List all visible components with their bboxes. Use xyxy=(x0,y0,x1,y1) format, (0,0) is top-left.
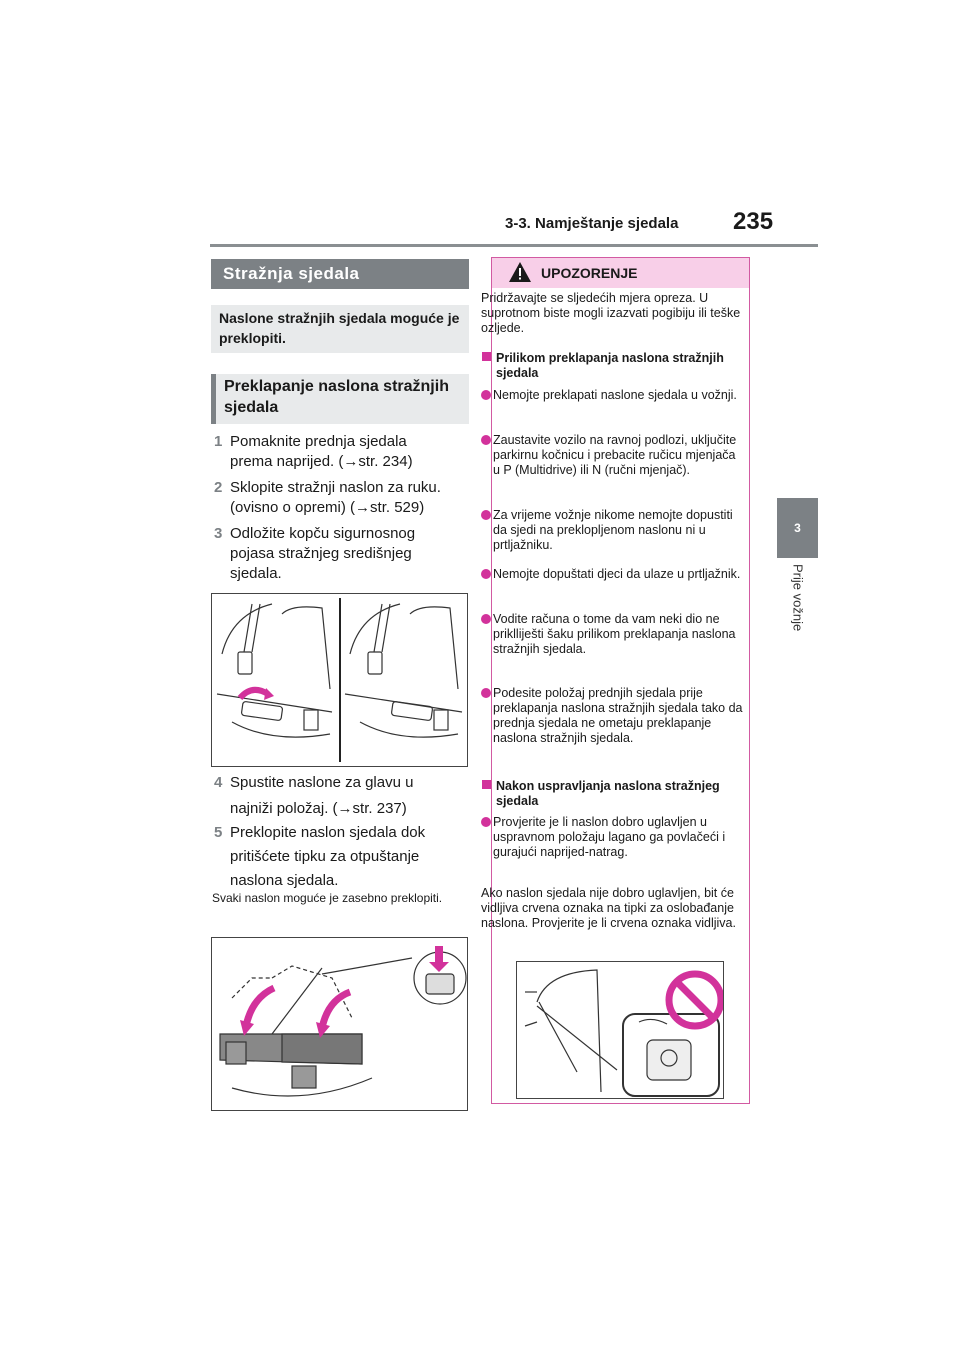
warning-heading-1: Prilikom preklapanja naslona stražnjih sjedala xyxy=(482,351,744,381)
bullet-dot-icon xyxy=(481,815,493,827)
warning-triangle-icon xyxy=(508,261,532,288)
page-number: 235 xyxy=(733,208,774,235)
bullet-dot-icon xyxy=(481,508,493,520)
step-line: naslona sjedala. xyxy=(230,872,339,889)
chapter-label: Prije vožnje xyxy=(790,564,806,632)
seatbelt-buckle-drawing xyxy=(212,594,467,766)
step-number: 4 xyxy=(214,774,223,791)
chapter-number: 3 xyxy=(794,521,801,535)
step-line: prema naprijed. (→str. 234) xyxy=(230,453,413,470)
warning-bullet: Nemojte preklapati naslone sjedala u vožnji. xyxy=(481,388,743,403)
warning-bullet: Vodite računa o tome da vam neki dio ne priklliješti šaku prilikom preklapanja naslona stražnjih sjedala. xyxy=(481,612,743,657)
warning-bullet: Nemojte dopuštati djeci da ulaze u prtljažnik. xyxy=(481,567,743,582)
seat-fold-illustration xyxy=(211,937,468,1111)
step-line: Odložite kopču sigurnosnog xyxy=(230,525,416,542)
bullet-dot-icon xyxy=(481,612,493,624)
square-bullet-icon xyxy=(482,780,491,789)
step-line: pojasa stražnjeg središnjeg xyxy=(230,545,412,562)
step-line: Preklopite naslon sjedala dok xyxy=(230,824,426,841)
release-button-drawing xyxy=(517,962,723,1098)
warning-bullet: Provjerite je li naslon dobro uglavljen u uspravnom položaju lagano ga povlačeći i gurajući naprijed-natrag. xyxy=(481,815,743,860)
step-3 xyxy=(214,524,415,584)
step-number: 5 xyxy=(214,824,223,841)
step-2 xyxy=(214,478,441,518)
step-line: Spustite naslone za glavu u xyxy=(230,774,414,791)
header-rule xyxy=(210,244,818,247)
note-text: Svaki naslon moguće je zasebno preklopiti. xyxy=(212,891,443,905)
warning-bullet: Zaustavite vozilo na ravnoj podlozi, uključite parkirnu kočnicu i prebacite ručicu mjenjača u P (Multidrive) ili N (ručni mjenjač). xyxy=(481,433,743,478)
bullet-dot-icon xyxy=(481,567,493,579)
step-line: sjedala. xyxy=(230,565,282,582)
step-line: Sklopite stražnji naslon za ruku. xyxy=(230,479,441,496)
step-number: 3 xyxy=(214,525,223,542)
step-1 xyxy=(214,432,413,472)
step-number: 1 xyxy=(214,433,223,450)
warning-bullet: Za vrijeme vožnje nikome nemojte dopustiti da sjedi na preklopljenom naslonu ni u prtljažniku. xyxy=(481,508,743,553)
bullet-dot-icon xyxy=(481,433,493,445)
warning-closing: Ako naslon sjedala nije dobro uglavljen, bit će vidljiva crvena oznaka na tipki za oslobađanje naslona. Provjerite je li crvena oznaka vidljiva. xyxy=(481,886,736,930)
release-button-illustration xyxy=(516,961,724,1099)
square-bullet-icon xyxy=(482,352,491,361)
warning-heading-2: Nakon uspravljanja naslona stražnjeg sjedala xyxy=(482,779,744,809)
step-5 xyxy=(214,823,425,893)
bullet-dot-icon xyxy=(481,686,493,698)
chapter-tab xyxy=(777,498,818,558)
step-4 xyxy=(214,773,413,822)
section-banner: Stražnja sjedala xyxy=(211,259,469,289)
step-line: (ovisno o opremi) (→str. 529) xyxy=(230,499,425,516)
step-line: pritišćete tipku za otpuštanje xyxy=(230,848,420,865)
warning-bullet: Podesite položaj prednjih sjedala prije preklapanja naslona stražnjih sjedala tako da prednja sjedala ne ometaju preklapanje naslona stražnjih sjedala. xyxy=(481,686,743,746)
warning-intro: Pridržavajte se sljedećih mjera opreza. U suprotnom biste mogli izazvati pogibiju ili teške ozljede. xyxy=(481,291,741,335)
warning-title: UPOZORENJE xyxy=(541,265,638,281)
seat-fold-drawing xyxy=(212,938,467,1110)
step-number: 2 xyxy=(214,479,223,496)
seatbelt-buckle-illustration xyxy=(211,593,468,767)
step-line: Pomaknite prednja sjedala xyxy=(230,433,407,450)
step-line: najniži položaj. (→str. 237) xyxy=(230,800,407,817)
subheading-box: Preklapanje naslona stražnjih sjedala xyxy=(211,374,469,424)
intro-box: Naslone stražnjih sjedala moguće je preklopiti. xyxy=(211,305,469,353)
bullet-dot-icon xyxy=(481,388,493,400)
section-title: 3-3. Namještanje sjedala xyxy=(505,215,679,232)
